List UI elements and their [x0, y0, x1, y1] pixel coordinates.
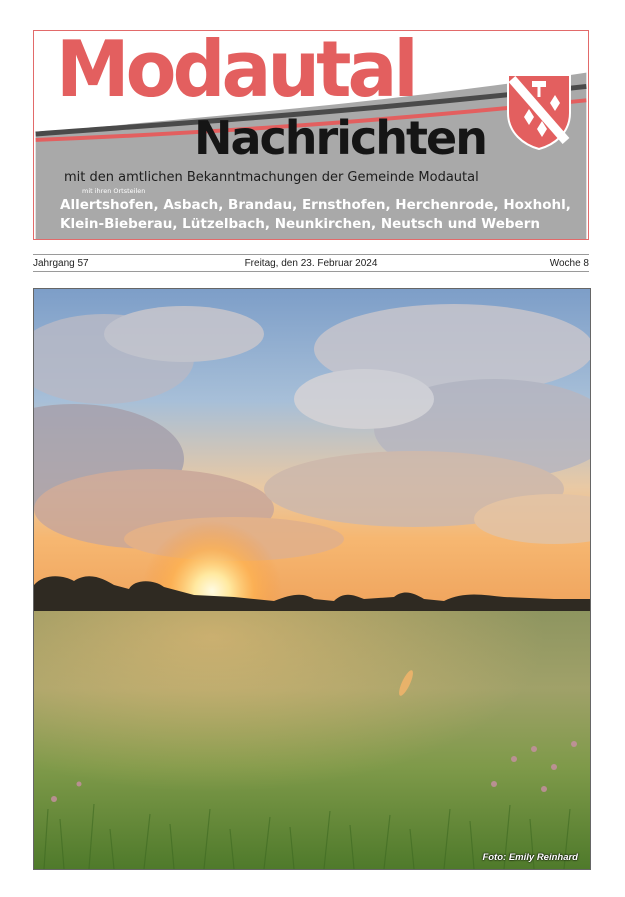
places-line-2: Klein-Bieberau, Lützelbach, Neunkirchen, Neutsch und Webern — [60, 216, 540, 232]
issue-date: Freitag, den 23. Februar 2024 — [244, 258, 378, 269]
masthead-tagline: mit den amtlichen Bekanntmachungen der Gemeinde Modautal — [64, 170, 479, 185]
places-line-1: Allertshofen, Asbach, Brandau, Ernsthofen, Herchenrode, Hoxhohl, — [60, 197, 571, 213]
masthead-subtitle-title: Nachrichten — [194, 111, 486, 165]
week-label: Woche 8 — [549, 258, 589, 269]
masthead — [33, 30, 589, 240]
places-list — [60, 196, 580, 234]
volume-label: Jahrgang 57 — [33, 258, 89, 269]
coat-of-arms-icon — [504, 69, 574, 151]
issue-info-bar — [33, 254, 589, 272]
sunset-landscape-image — [34, 289, 590, 869]
masthead-note: mit ihren Ortsteilen — [82, 187, 146, 195]
masthead-title: Modautal — [56, 30, 415, 116]
photo-credit: Foto: Emily Reinhard — [482, 852, 578, 863]
cover-photo — [33, 288, 591, 870]
